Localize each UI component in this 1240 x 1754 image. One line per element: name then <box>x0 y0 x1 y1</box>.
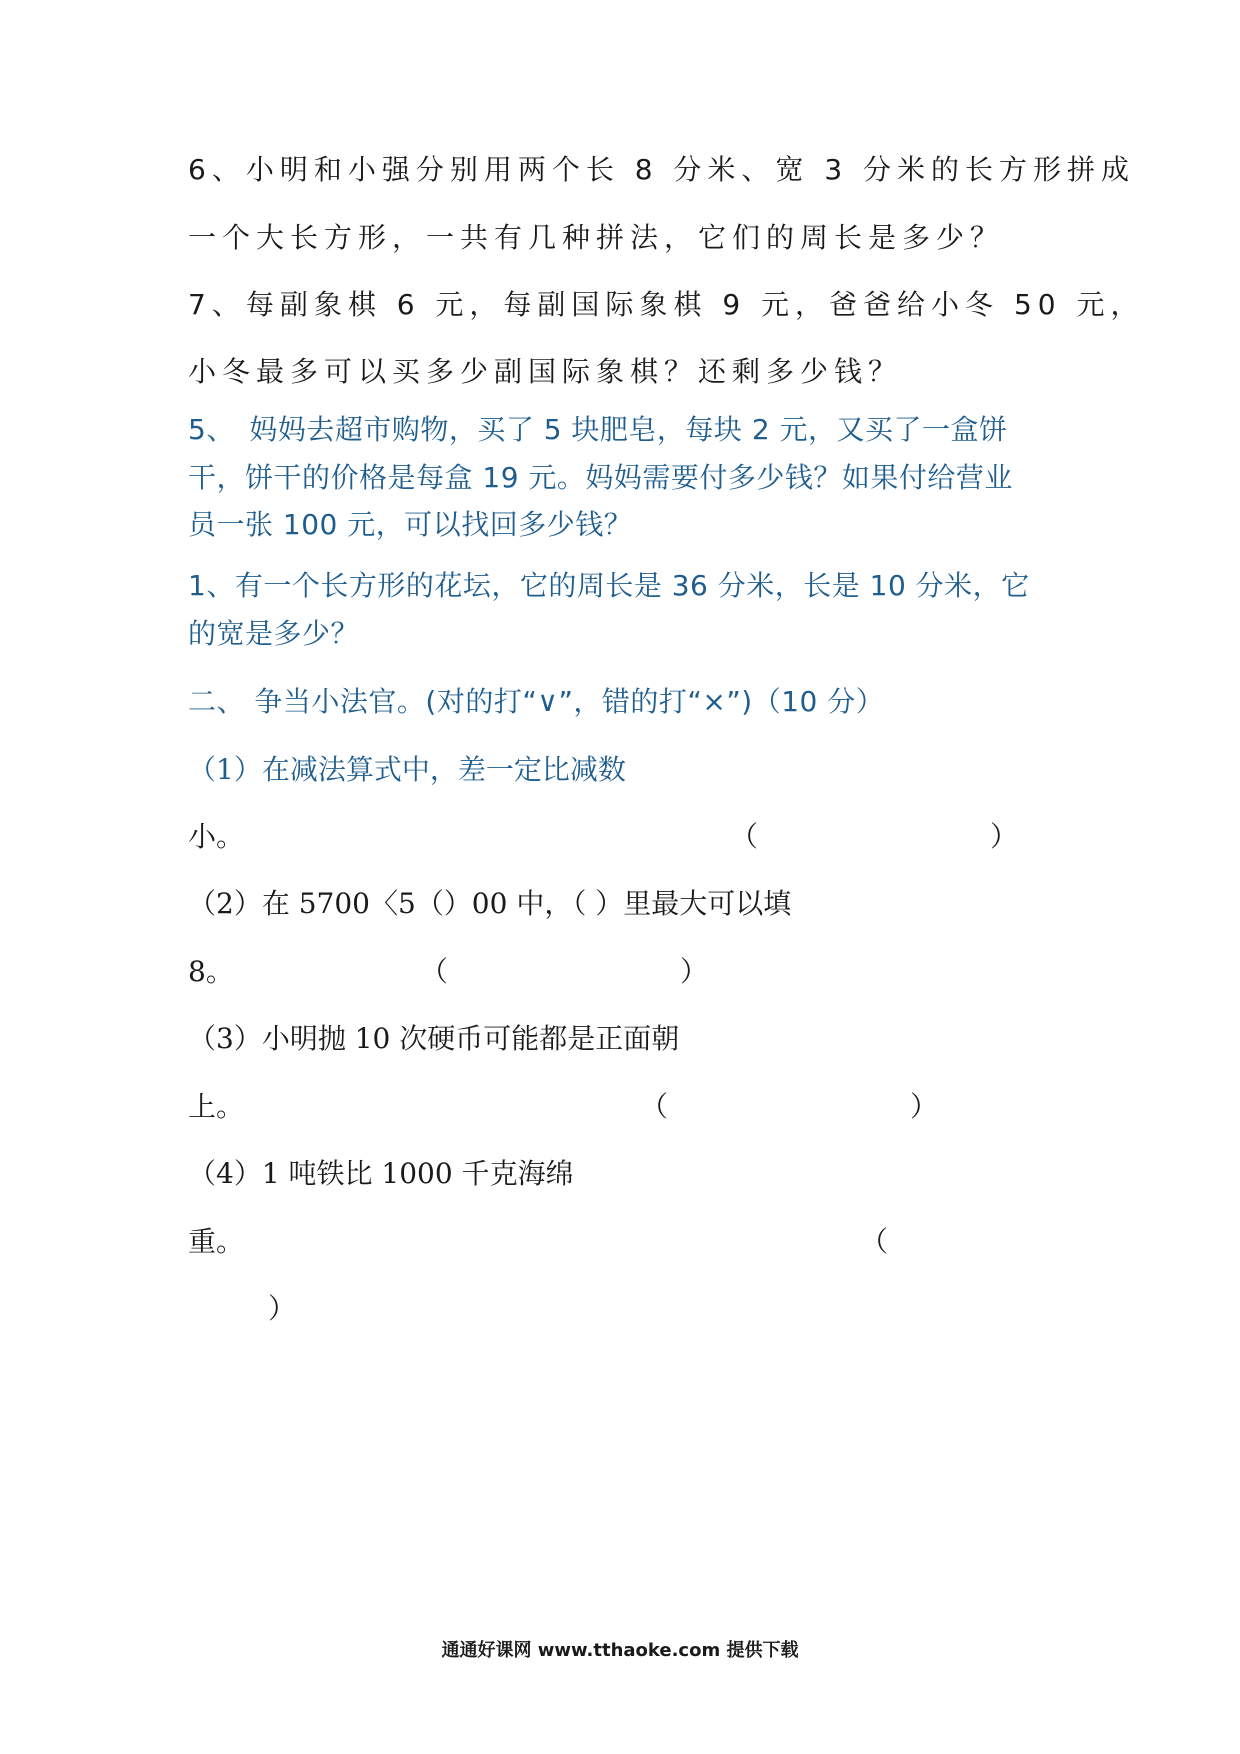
footer-source-text: 通通好课网 www.tthaoke.com 提供下载 <box>441 1640 799 1661</box>
judge-item-3-close-paren: ） <box>910 1090 939 1123</box>
question-7-line-2: 小冬最多可以买多少副国际象棋？还剩多少钱？ <box>188 355 903 388</box>
judge-item-1-line-1: （1）在减法算式中，差一定比减数 <box>188 753 626 786</box>
judge-item-1-open-paren: （ <box>730 820 759 853</box>
question-1-line-2: 的宽是多少？ <box>188 617 360 650</box>
judge-item-2-line-2: 8。 <box>188 955 234 988</box>
judge-item-3-line-2: 上。 <box>188 1090 245 1123</box>
judge-item-1-close-paren: ） <box>990 820 1019 853</box>
question-1-line-1: 1、有一个长方形的花坛，它的周长是 36 分米，长是 10 分米，它 <box>188 569 1030 602</box>
question-5-line-3: 员一张 100 元，可以找回多少钱？ <box>188 508 633 541</box>
judge-item-2-open-paren: （ <box>420 955 449 988</box>
question-5-line-1: 5、 妈妈去超市购物，买了 5 块肥皂，每块 2 元，又买了一盒饼 <box>188 413 1008 446</box>
judge-item-2-close-paren: ） <box>680 955 709 988</box>
judge-item-2-line-1: （2）在 5700〈5（）00 中，（ ）里最大可以填 <box>188 887 792 920</box>
judge-item-4-close-paren: ） <box>268 1292 297 1325</box>
judge-item-4-open-paren: （ <box>860 1225 889 1258</box>
judge-item-3-open-paren: （ <box>640 1090 669 1123</box>
judge-item-4-line-2: 重。 <box>188 1225 245 1258</box>
judge-item-3-line-1: （3）小明抛 10 次硬币可能都是正面朝 <box>188 1022 680 1055</box>
judge-item-1-line-2: 小。 <box>188 820 245 853</box>
question-5-line-2: 干，饼干的价格是每盒 19 元。妈妈需要付多少钱？如果付给营业 <box>188 461 1013 494</box>
question-7-line-1: 7、每副象棋 6 元，每副国际象棋 9 元，爸爸给小冬 50 元， <box>188 288 1145 321</box>
question-6-line-2: 一个大长方形，一共有几种拼法，它们的周长是多少？ <box>188 221 1005 254</box>
judge-item-4-line-1: （4）1 吨铁比 1000 千克海绵 <box>188 1157 574 1190</box>
question-6-line-1: 6、小明和小强分别用两个长 8 分米、宽 3 分米的长方形拼成 <box>188 153 1136 186</box>
section-2-heading: 二、 争当小法官。(对的打“∨”，错的打“×”)（10 分） <box>188 685 885 718</box>
